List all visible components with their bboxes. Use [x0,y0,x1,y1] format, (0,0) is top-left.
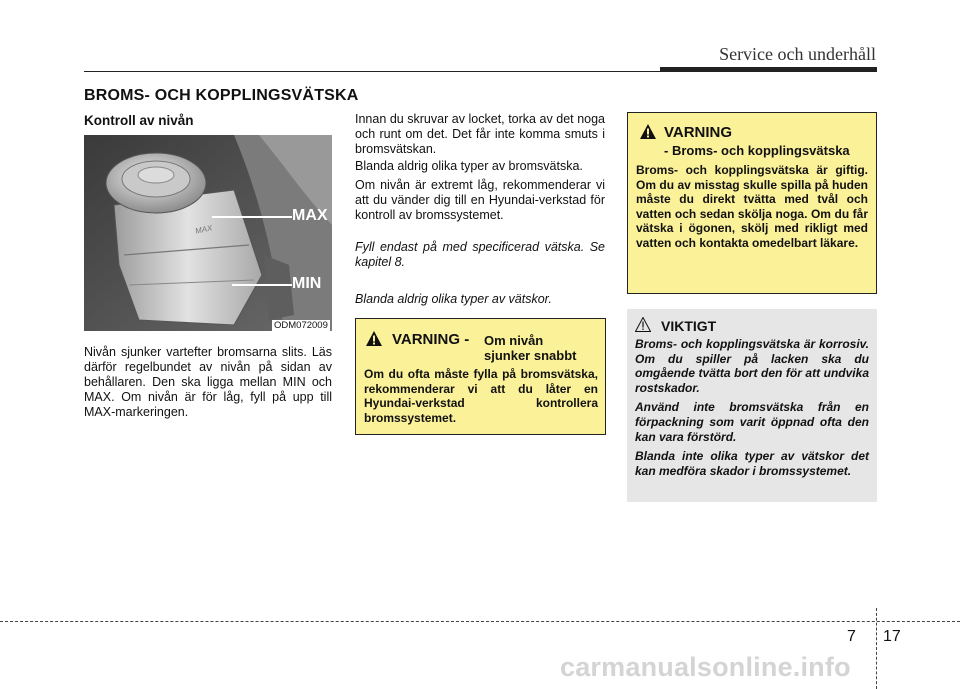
col2-paragraph-4: Fyll endast på med specificerad vätska. Se kapitel 8. [355,240,605,269]
watermark: carmanualsonline.info [560,652,851,682]
footer-divider [876,608,877,689]
warning-level-subtitle-2: sjunker snabbt [484,348,577,363]
running-header: Service och underhåll [719,44,876,64]
col2-paragraph-1: Innan du skruvar av locket, torka av det noga och runt om det. Det får inte komma smuts i bromsvätskan. [355,112,605,156]
header-rule-bold [660,67,877,72]
warning-icon [366,331,382,346]
max-label: MAX [292,207,328,224]
warning-fluid-subtitle: - Broms- och kopplingsvätska [664,143,850,158]
section-title: BROMS- OCH KOPPLINGSVÄTSKA [84,87,359,104]
caution-title: VIKTIGT [661,318,717,334]
warning-fluid-title: VARNING [664,124,733,141]
subheading: Kontroll av nivån [84,113,194,128]
col2-paragraph-2: Blanda aldrig olika typer av bromsvätska. [355,159,583,173]
caution-icon [635,317,651,332]
warning-fluid-body: Broms- och kopplingsvätska är giftig. Om du av misstag skulle spilla på huden måste du direkt tvätta med tvål och vatten och sedan skölja noga. Om du får vätska i ögonen, skölj med rikligt med vatten och kontakta omedelbart läkare. [636,163,868,250]
warning-level-box [355,318,606,435]
caution-paragraph-1: Broms- och kopplingsvätska är korrosiv. Om du spiller på lacken ska du omgående tvätta bort den för att undvika rostskador. [635,337,869,395]
embossed-max-mark: MAX [194,223,214,236]
footer-rule [0,621,960,622]
caution-box [627,309,877,502]
warning-icon [640,124,656,139]
reservoir-photo [84,135,332,331]
warning-level-subtitle-1: Om nivån [484,333,544,348]
min-label: MIN [292,275,322,292]
caution-content [635,337,869,483]
chapter-number: 7 [847,628,856,645]
photo-code: ODM072009 [274,320,328,331]
page-number: 17 [883,628,901,645]
warning-fluid-box [627,112,877,294]
caution-paragraph-2: Använd inte bromsvätska från en förpackning som varit öppnad ofta den kan vara förstörd. [635,400,869,444]
caution-paragraph-3: Blanda inte olika typer av vätskor det kan medföra skador i bromssystemet. [635,449,869,478]
warning-level-title: VARNING - [392,331,470,348]
col2-paragraph-3: Om nivån är extremt låg, rekommenderar vi att du vänder dig till en Hyundai-verkstad för kontroll av bromssystemet. [355,178,605,222]
warning-level-body: Om du ofta måste fylla på bromsvätska, rekommenderar vi att du låter en Hyundai-verkstad kontrollera bromssystemet. [364,367,598,425]
level-description: Nivån sjunker vartefter bromsarna slits. Läs därför regelbundet av nivån på sidan av behållaren. Den ska ligga mellan MIN och MAX. Om nivån är för låg, fyll på upp till MAX-markeringen. [84,345,332,419]
col2-paragraph-5: Blanda aldrig olika typer av vätskor. [355,292,552,306]
